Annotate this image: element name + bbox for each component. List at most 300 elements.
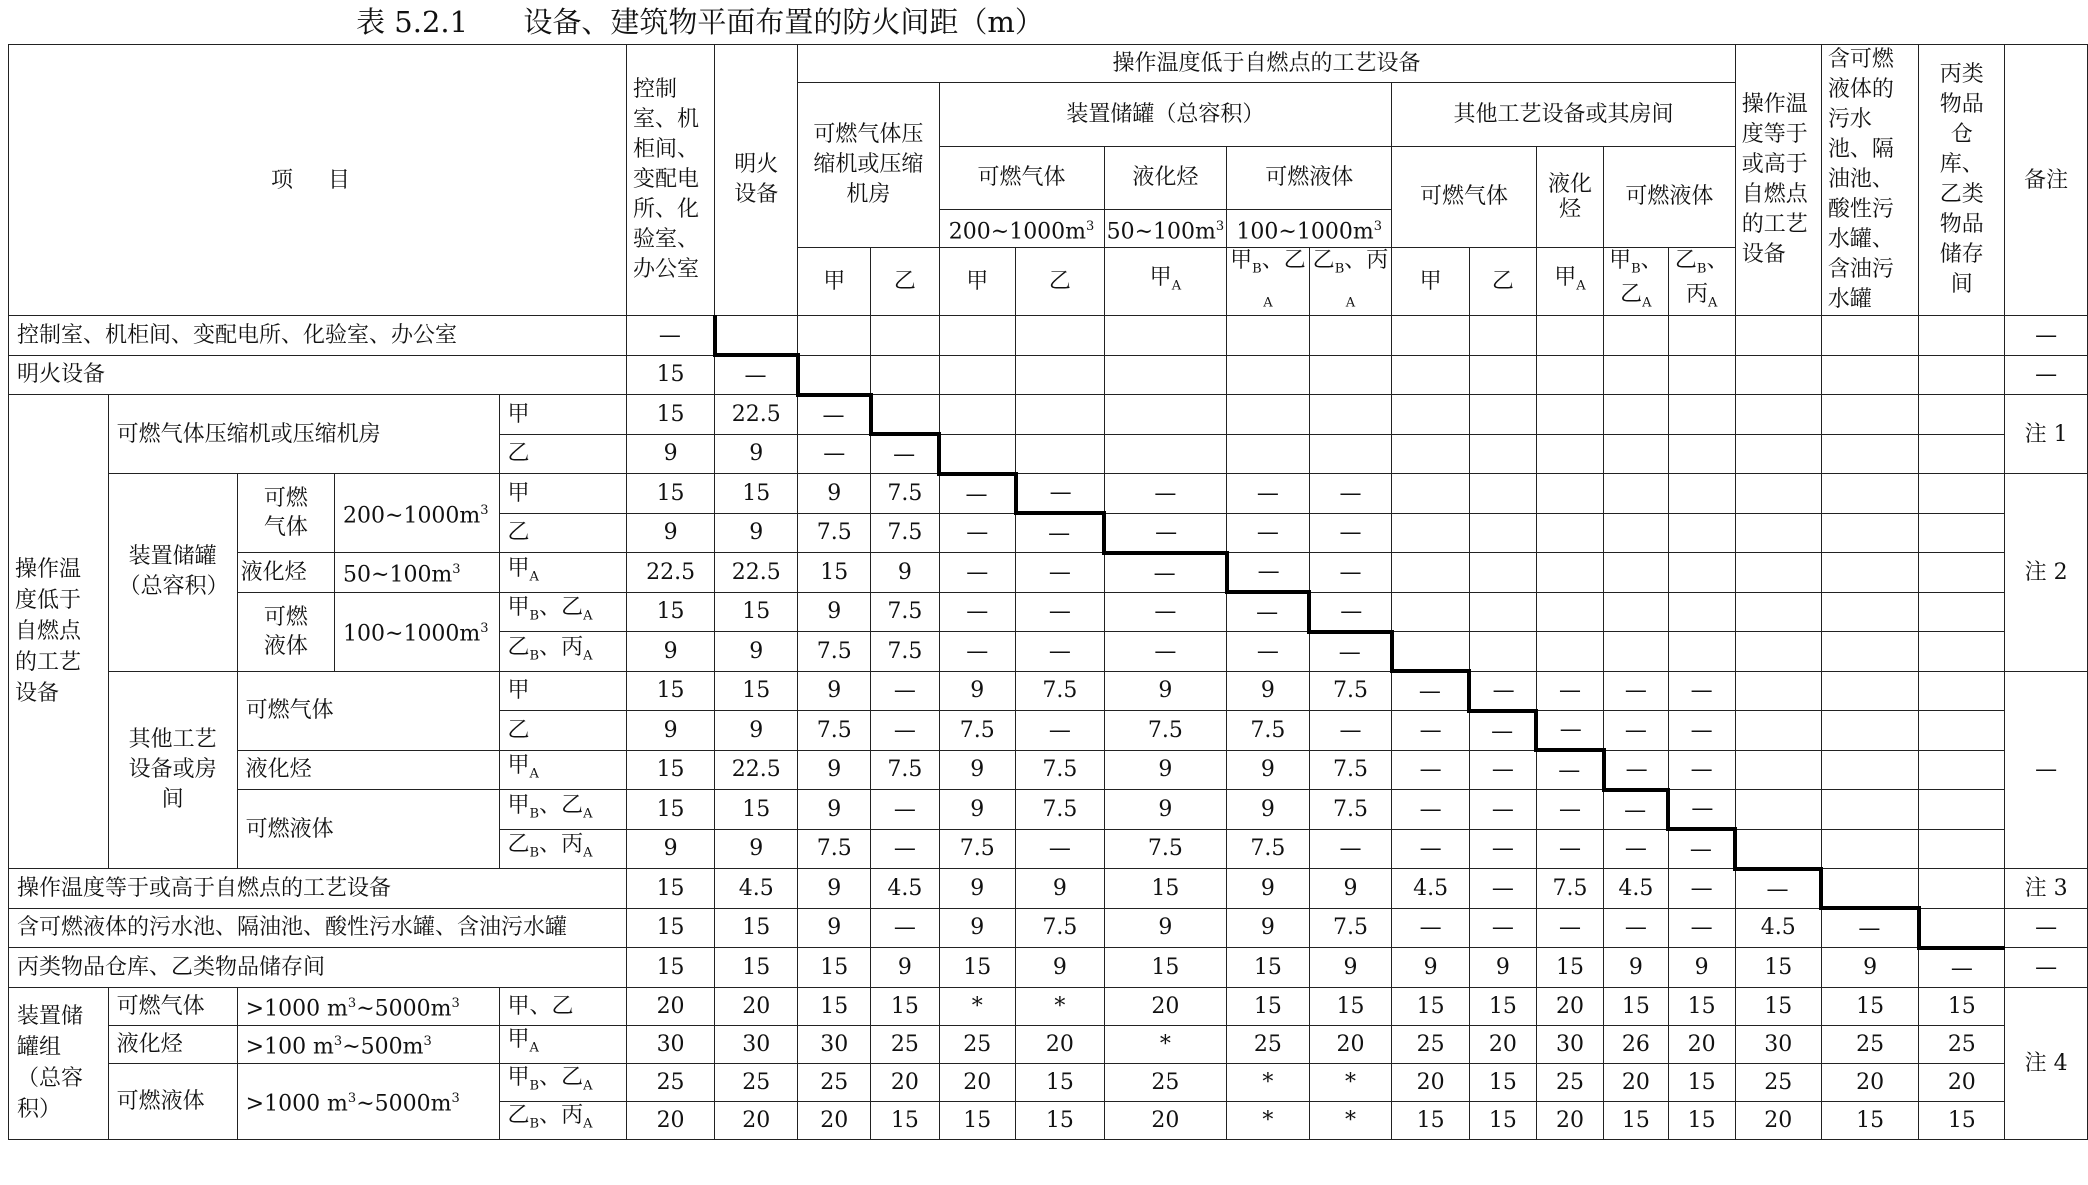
header-tank-gas: 可燃气体 — [939, 146, 1104, 210]
cell: 15 — [627, 948, 715, 988]
cell: — — [1392, 790, 1470, 830]
row-label: 操作温度等于或高于自燃点的工艺设备 — [9, 869, 627, 909]
row-label: 可燃气体压缩机或压缩机房 — [108, 395, 499, 474]
cell: 15 — [798, 987, 871, 1025]
cell: — — [1309, 513, 1392, 553]
row-volume: >1000 $m^3\sim 5000m^3$ — [237, 987, 499, 1025]
row-class: 甲$_A$ — [499, 1025, 627, 1063]
cell: — — [1104, 513, 1227, 553]
cell: — — [939, 592, 1016, 632]
cell: — — [1392, 750, 1470, 790]
header-other-lpg: 液化烃 — [1536, 146, 1603, 248]
row-label: 明火设备 — [9, 355, 627, 395]
table-row — [9, 790, 2088, 830]
cell: 22.5 — [715, 750, 798, 790]
cell: 9 — [1227, 790, 1310, 830]
cell: 15 — [1227, 948, 1310, 988]
cell: 20 — [1309, 1025, 1392, 1063]
cell: — — [1016, 474, 1104, 514]
cell: 9 — [871, 553, 939, 593]
cell: 9 — [715, 711, 798, 751]
fire-distance-table — [8, 44, 2088, 1140]
cell: 9 — [798, 750, 871, 790]
cell: — — [1536, 671, 1603, 711]
cell: 9 — [1104, 908, 1227, 948]
remark: — — [2005, 355, 2088, 395]
cell: 15 — [1469, 1101, 1536, 1139]
table-row — [9, 592, 2088, 632]
cell: 20 — [1668, 1025, 1735, 1063]
cell: 7.5 — [1309, 671, 1392, 711]
cell: — — [1536, 790, 1603, 830]
cell: 15 — [715, 671, 798, 711]
header-class: 乙 — [1469, 248, 1536, 316]
cell: — — [1536, 750, 1603, 790]
cell: 25 — [798, 1063, 871, 1101]
cell: 15 — [627, 395, 715, 435]
cell: — — [871, 790, 939, 830]
cell: 9 — [939, 790, 1016, 830]
row-class: 乙$_B$、丙$_A$ — [499, 829, 627, 869]
remark: 注 2 — [2005, 474, 2088, 672]
cell: 25 — [1821, 1025, 1918, 1063]
cell: 20 — [1016, 1025, 1104, 1063]
cell: — — [1469, 908, 1536, 948]
header-device-tank: 装置储罐（总容积） — [939, 83, 1392, 147]
header-tank-liquid: 可燃液体 — [1227, 146, 1392, 210]
row-sublabel: 可燃气体 — [108, 987, 237, 1025]
cell: — — [1604, 790, 1668, 830]
cell: 15 — [871, 987, 939, 1025]
cell: * — [1104, 1025, 1227, 1063]
cell: 9 — [1016, 948, 1104, 988]
cell: 15 — [627, 592, 715, 632]
cell: — — [939, 553, 1016, 593]
cell: — — [1309, 474, 1392, 514]
cell: — — [1392, 908, 1470, 948]
header-class: 甲 — [798, 248, 871, 316]
row-volume: $100\sim 1000m^3$ — [335, 592, 500, 671]
remark: — — [2005, 948, 2088, 988]
cell: 30 — [798, 1025, 871, 1063]
cell: 15 — [627, 355, 715, 395]
cell: 25 — [1104, 1063, 1227, 1101]
cell: 15 — [1392, 987, 1470, 1025]
cell: 15 — [1309, 987, 1392, 1025]
cell: 15 — [627, 790, 715, 830]
cell: — — [1668, 671, 1735, 711]
cell: 25 — [1392, 1025, 1470, 1063]
cell: — — [1821, 908, 1918, 948]
cell: 7.5 — [871, 592, 939, 632]
cell: — — [1469, 829, 1536, 869]
cell: — — [1309, 632, 1392, 672]
cell: * — [1227, 1063, 1310, 1101]
cell: 15 — [715, 474, 798, 514]
cell: — — [939, 474, 1016, 514]
row-label: 丙类物品仓库、乙类物品储存间 — [9, 948, 627, 988]
row-class: 甲$_B$、乙$_A$ — [499, 592, 627, 632]
table-row — [9, 987, 2088, 1025]
cell: 7.5 — [1104, 829, 1227, 869]
cell: 9 — [627, 829, 715, 869]
group-label: 操作温度低于自燃点的工艺设备 — [9, 395, 109, 869]
cell: 15 — [1668, 1101, 1735, 1139]
remark: — — [2005, 908, 2088, 948]
cell: — — [871, 908, 939, 948]
header-item: 项 目 — [9, 45, 627, 316]
cell: 15 — [1104, 869, 1227, 909]
row-class: 乙 — [499, 711, 627, 751]
cell: 30 — [627, 1025, 715, 1063]
table-row — [9, 355, 2088, 395]
row-class: 甲$_B$、乙$_A$ — [499, 790, 627, 830]
cell: — — [1919, 948, 2005, 988]
cell: 22.5 — [627, 553, 715, 593]
cell: 20 — [1536, 1101, 1603, 1139]
cell: 9 — [798, 869, 871, 909]
row-class: 乙$_B$、丙$_A$ — [499, 1101, 627, 1139]
row-sublabel: 可燃液体 — [237, 592, 334, 671]
cell: — — [1469, 750, 1536, 790]
cell: 15 — [627, 750, 715, 790]
cell: — — [1016, 632, 1104, 672]
cell: — — [798, 434, 871, 474]
cell: 9 — [1469, 948, 1536, 988]
cell: 26 — [1604, 1025, 1668, 1063]
cell: * — [1227, 1101, 1310, 1139]
cell: 9 — [1392, 948, 1470, 988]
cell: 15 — [871, 1101, 939, 1139]
cell: 20 — [1392, 1063, 1470, 1101]
row-label: 装置储罐（总容积） — [108, 474, 237, 672]
cell: 25 — [1227, 1025, 1310, 1063]
cell: 9 — [1227, 750, 1310, 790]
header-other-liquid: 可燃液体 — [1604, 146, 1736, 248]
cell: 9 — [627, 711, 715, 751]
cell: 22.5 — [715, 395, 798, 435]
cell: 15 — [1469, 1063, 1536, 1101]
cell: 30 — [715, 1025, 798, 1063]
cell: — — [1604, 908, 1668, 948]
cell: 20 — [715, 1101, 798, 1139]
row-class: 甲$_A$ — [499, 750, 627, 790]
cell: 9 — [1227, 671, 1310, 711]
row-class: 甲$_B$、乙$_A$ — [499, 1063, 627, 1101]
cell: — — [1604, 671, 1668, 711]
cell: — — [1392, 829, 1470, 869]
cell: 15 — [1668, 1063, 1735, 1101]
cell: 20 — [798, 1101, 871, 1139]
cell: 9 — [798, 790, 871, 830]
cell: 15 — [1668, 987, 1735, 1025]
cell: 15 — [1604, 1101, 1668, 1139]
cell: 7.5 — [871, 750, 939, 790]
cell: — — [1227, 553, 1310, 593]
cell: — — [1016, 711, 1104, 751]
cell: 9 — [798, 671, 871, 711]
cell: — — [1016, 592, 1104, 632]
cell: 9 — [798, 908, 871, 948]
cell: 15 — [1469, 987, 1536, 1025]
row-class: 甲$_A$ — [499, 553, 627, 593]
header-sewage-pool: 含可燃液体的污水池、隔油池、酸性污水罐、含油污水罐 — [1821, 45, 1918, 316]
cell: 7.5 — [1309, 908, 1392, 948]
header-class: 甲 — [1392, 248, 1470, 316]
cell: 9 — [715, 434, 798, 474]
cell: 7.5 — [1309, 750, 1392, 790]
cell: — — [1227, 474, 1310, 514]
row-class: 甲、乙 — [499, 987, 627, 1025]
cell: 7.5 — [1309, 790, 1392, 830]
cell: — — [1016, 553, 1104, 593]
cell: — — [939, 632, 1016, 672]
cell: 9 — [939, 671, 1016, 711]
table-row — [9, 750, 2088, 790]
cell: 9 — [1309, 869, 1392, 909]
cell: 15 — [1604, 987, 1668, 1025]
row-sublabel: 可燃液体 — [108, 1063, 237, 1139]
cell: — — [1309, 553, 1392, 593]
cell: — — [871, 711, 939, 751]
cell: 15 — [1536, 948, 1603, 988]
cell: 7.5 — [798, 711, 871, 751]
cell: 7.5 — [1016, 790, 1104, 830]
cell: 9 — [1668, 948, 1735, 988]
cell: 9 — [1016, 869, 1104, 909]
cell: — — [1309, 711, 1392, 751]
cell: 9 — [627, 513, 715, 553]
cell: 7.5 — [798, 829, 871, 869]
cell: 7.5 — [871, 632, 939, 672]
cell: — — [871, 434, 939, 474]
cell: 25 — [939, 1025, 1016, 1063]
table-row — [9, 908, 2088, 948]
remark: 注 1 — [2005, 395, 2088, 474]
row-class: 乙$_B$、丙$_A$ — [499, 632, 627, 672]
cell: 7.5 — [1536, 869, 1603, 909]
cell: 15 — [939, 948, 1016, 988]
cell: 9 — [627, 434, 715, 474]
cell: — — [1536, 908, 1603, 948]
cell: 20 — [1821, 1063, 1918, 1101]
cell: — — [1469, 711, 1536, 751]
cell: — — [798, 395, 871, 435]
cell: 7.5 — [1016, 671, 1104, 711]
cell: — — [715, 355, 798, 395]
group-label: 装置储罐组（总容积） — [9, 987, 109, 1139]
cell: 9 — [715, 513, 798, 553]
cell: — — [1668, 908, 1735, 948]
cell: — — [1668, 829, 1735, 869]
cell: — — [1309, 829, 1392, 869]
cell: — — [1604, 750, 1668, 790]
cell: 25 — [871, 1025, 939, 1063]
cell: 4.5 — [871, 869, 939, 909]
cell: 15 — [715, 908, 798, 948]
header-remarks: 备注 — [2005, 45, 2088, 316]
header-vol-lpg: $50\sim 100m^3$ — [1104, 210, 1227, 248]
cell: 15 — [1735, 948, 1821, 988]
cell: 15 — [1104, 948, 1227, 988]
row-class: 乙 — [499, 434, 627, 474]
table-caption: 表 5.2.1 设备、建筑物平面布置的防火间距（m） — [356, 5, 1044, 39]
table-row — [9, 1025, 2088, 1063]
cell: 7.5 — [871, 513, 939, 553]
cell: * — [939, 987, 1016, 1025]
cell: — — [1104, 592, 1227, 632]
cell: * — [1016, 987, 1104, 1025]
table-row — [9, 869, 2088, 909]
cell: 15 — [715, 790, 798, 830]
cell: — — [1469, 790, 1536, 830]
header-low-temp-equipment: 操作温度低于自燃点的工艺设备 — [798, 45, 1735, 83]
cell: — — [1016, 513, 1104, 553]
cell: 7.5 — [939, 711, 1016, 751]
cell: — — [1104, 632, 1227, 672]
cell: 9 — [939, 908, 1016, 948]
cell: 7.5 — [939, 829, 1016, 869]
cell: 20 — [715, 987, 798, 1025]
cell: 9 — [1309, 948, 1392, 988]
header-class: 甲$_B$、乙$_A$ — [1227, 248, 1310, 316]
cell: — — [1469, 869, 1536, 909]
cell: 30 — [1735, 1025, 1821, 1063]
cell: 4.5 — [1392, 869, 1470, 909]
cell: 9 — [715, 632, 798, 672]
row-label: 其他工艺设备或房间 — [108, 671, 237, 869]
cell: 22.5 — [715, 553, 798, 593]
cell: 20 — [939, 1063, 1016, 1101]
cell: 15 — [1735, 987, 1821, 1025]
header-row-1 — [9, 45, 2088, 83]
cell: 25 — [1735, 1063, 1821, 1101]
cell: 20 — [1735, 1101, 1821, 1139]
cell: 15 — [715, 948, 798, 988]
row-sublabel: 可燃气体 — [237, 474, 334, 553]
cell: 20 — [1104, 987, 1227, 1025]
cell: 9 — [627, 632, 715, 672]
cell: — — [1392, 671, 1470, 711]
header-class: 乙 — [871, 248, 939, 316]
cell: 25 — [715, 1063, 798, 1101]
cell: 15 — [1016, 1101, 1104, 1139]
cell: 4.5 — [1604, 869, 1668, 909]
cell: 9 — [939, 750, 1016, 790]
header-tank-lpg: 液化烃 — [1104, 146, 1227, 210]
cell: 20 — [871, 1063, 939, 1101]
cell: 20 — [1104, 1101, 1227, 1139]
cell: 9 — [1227, 869, 1310, 909]
cell: 15 — [1919, 1101, 2005, 1139]
cell: 7.5 — [1227, 829, 1310, 869]
cell: 25 — [1919, 1025, 2005, 1063]
cell: * — [1309, 1063, 1392, 1101]
cell: 30 — [1536, 1025, 1603, 1063]
cell: 15 — [1392, 1101, 1470, 1139]
cell: 25 — [1536, 1063, 1603, 1101]
cell: — — [1016, 829, 1104, 869]
row-sublabel: 液化烃 — [108, 1025, 237, 1063]
cell: — — [1604, 711, 1668, 751]
cell: — — [939, 513, 1016, 553]
cell: 7.5 — [1016, 908, 1104, 948]
remark: 注 3 — [2005, 869, 2088, 909]
cell: — — [1309, 592, 1392, 632]
header-warehouse: 丙类物品仓库、乙类物品储存间 — [1919, 45, 2005, 316]
cell: — — [1392, 711, 1470, 751]
header-class: 甲 — [939, 248, 1016, 316]
cell: 15 — [1821, 1101, 1918, 1139]
table-row — [9, 474, 2088, 514]
cell: 7.5 — [1104, 711, 1227, 751]
cell: — — [627, 316, 715, 356]
row-class: 乙 — [499, 513, 627, 553]
cell: 15 — [1227, 987, 1310, 1025]
cell: 9 — [1104, 671, 1227, 711]
cell: 25 — [627, 1063, 715, 1101]
header-class: 乙$_B$、丙$_A$ — [1309, 248, 1392, 316]
cell: — — [1227, 632, 1310, 672]
cell: 9 — [1604, 948, 1668, 988]
cell: — — [1227, 592, 1310, 632]
cell: — — [1668, 750, 1735, 790]
remark: 注 4 — [2005, 987, 2088, 1139]
cell: 20 — [627, 1101, 715, 1139]
row-sublabel: 可燃气体 — [237, 671, 499, 750]
cell: 20 — [1469, 1025, 1536, 1063]
cell: 4.5 — [1735, 908, 1821, 948]
cell: 20 — [1919, 1063, 2005, 1101]
cell: 15 — [627, 908, 715, 948]
cell: 7.5 — [798, 513, 871, 553]
cell: 20 — [1604, 1063, 1668, 1101]
cell: 9 — [939, 869, 1016, 909]
cell: 7.5 — [1227, 711, 1310, 751]
cell: 7.5 — [798, 632, 871, 672]
row-volume: $50\sim 100m^3$ — [335, 553, 500, 593]
table-row — [9, 948, 2088, 988]
table-row — [9, 671, 2088, 711]
row-class: 甲 — [499, 474, 627, 514]
header-class: 甲$_A$ — [1536, 248, 1603, 316]
row-volume: >100 $m^3\sim 500m^3$ — [237, 1025, 499, 1063]
header-vol-liquid: $100\sim 1000m^3$ — [1227, 210, 1392, 248]
cell: 20 — [627, 987, 715, 1025]
row-label: 控制室、机柜间、变配电所、化验室、办公室 — [9, 316, 627, 356]
row-sublabel: 可燃液体 — [237, 790, 499, 869]
cell: — — [1668, 790, 1735, 830]
cell: 15 — [627, 474, 715, 514]
cell: 15 — [1821, 987, 1918, 1025]
cell: — — [1604, 829, 1668, 869]
header-class: 乙 — [1016, 248, 1104, 316]
cell: 15 — [627, 869, 715, 909]
cell: 15 — [798, 553, 871, 593]
header-other-gas: 可燃气体 — [1392, 146, 1537, 248]
row-label: 含可燃液体的污水池、隔油池、酸性污水罐、含油污水罐 — [9, 908, 627, 948]
table-row — [9, 316, 2088, 356]
row-volume: >1000 $m^3\sim 5000m^3$ — [237, 1063, 499, 1139]
header-other-equipment: 其他工艺设备或其房间 — [1392, 83, 1735, 147]
cell: 9 — [1104, 750, 1227, 790]
header-class: 甲$_B$、乙$_A$ — [1604, 248, 1668, 316]
header-class: 甲$_A$ — [1104, 248, 1227, 316]
cell: 7.5 — [1016, 750, 1104, 790]
cell: 15 — [1919, 987, 2005, 1025]
row-sublabel: 液化烃 — [237, 750, 499, 790]
cell: — — [1668, 869, 1735, 909]
